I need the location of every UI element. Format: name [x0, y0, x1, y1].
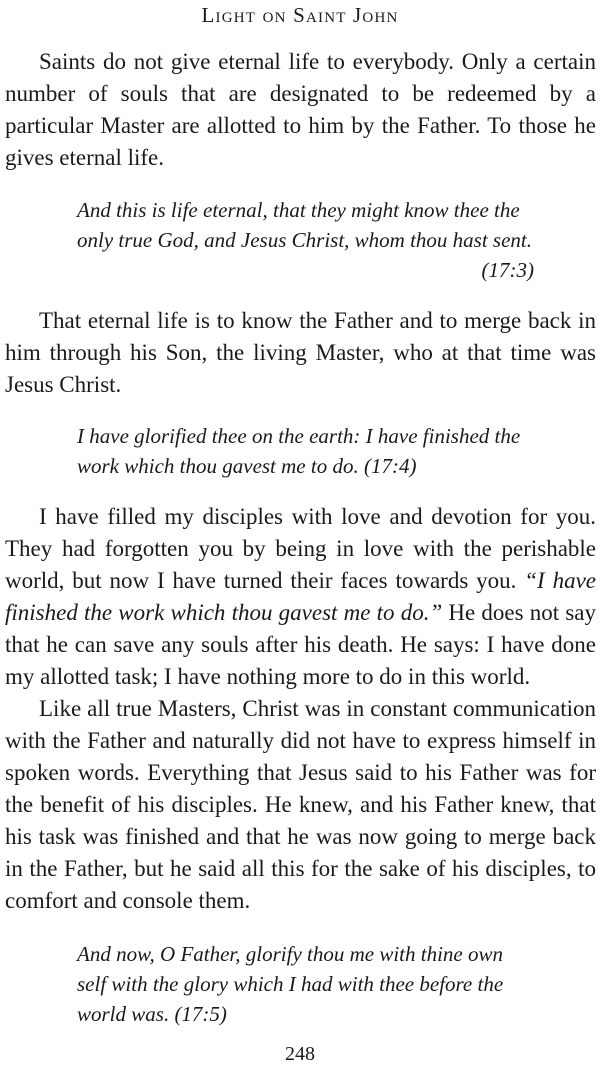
quote-line: world was. (17:5) [77, 1002, 227, 1026]
scripture-quote-17-4 [5, 421, 596, 481]
quote-line: work which thou gavest me to do. (17:4) [77, 454, 417, 478]
scripture-quote-17-5 [5, 939, 596, 1029]
running-head: Light on Saint John [201, 3, 399, 27]
quote-line: self with the glory which I had with thee before the [77, 972, 504, 996]
paragraph-true-masters: Like all true Masters, Christ was in constant communication with the Father and naturally did not have to express himself in spoken words. Everything that Jesus said to his Father was for the benefit of his disciples. He knew, and his Father knew, that his task was finished and that he was now going to merge back in the Father, but he said all this for the sake of his disciples, to comfort and console them. [5, 696, 596, 913]
page-number: 248 [285, 1043, 315, 1065]
quote-line: And now, O Father, glorify thou me with thine own [77, 942, 504, 966]
paragraph-filled-disciples [5, 501, 596, 693]
paragraph-know-the-father: That eternal life is to know the Father and to merge back in him through his Son, the living Master, who at that time was Jesus Christ. [5, 308, 596, 397]
quote-line: only true God, and Jesus Christ, whom thou hast sent. [77, 228, 532, 252]
scripture-quote-17-3 [5, 195, 596, 285]
page-body [5, 46, 596, 1029]
inline-quotation: “I have finished the work which thou gavest me to do.” [5, 568, 596, 625]
quote-line: I have glorified thee on the earth: I have finished the [77, 424, 521, 448]
paragraph-text: He does not say that he can save any souls after his death. He says: I have done my allotted task; I have nothing more to do in this world. [5, 600, 596, 689]
paragraph-text: I have filled my disciples with love and devotion for you. They had forgotten you by being in love with the perishable world, but now I have turned their faces towards you. [5, 504, 596, 593]
verse-reference: (17:3) [481, 258, 534, 282]
paragraph-eternal-life-allotted: Saints do not give eternal life to everybody. Only a certain number of souls that are designated to be redeemed by a particular Master are allotted to him by the Father. To those he gives eternal life. [5, 49, 596, 170]
quote-line: And this is life eternal, that they might know thee the [77, 198, 520, 222]
